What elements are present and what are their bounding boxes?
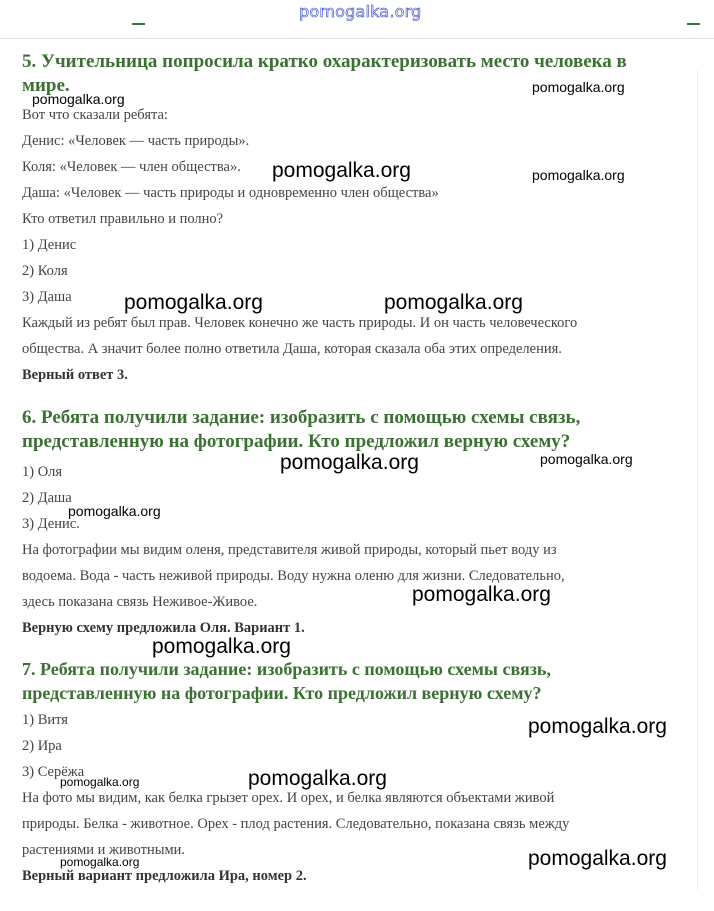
question-6-explanation-line-1: На фотографии мы видим оленя, представителя живой природы, который пьет воду из — [22, 542, 557, 558]
question-6-answer: Верную схему предложила Оля. Вариант 1. — [22, 620, 305, 636]
watermark: pomogalka.org — [280, 451, 419, 474]
watermark: pomogalka.org — [152, 635, 291, 658]
question-7-option-2: 2) Ира — [22, 738, 62, 754]
question-5-question: Кто ответил правильно и полно? — [22, 211, 224, 227]
watermark: pomogalka.org — [532, 79, 625, 95]
question-7-title-line-1: 7. Ребята получили задание: изобразить с помощью схемы связь, — [22, 659, 551, 679]
right-sidebar-edge — [697, 70, 714, 890]
question-7-option-3: 3) Серёжа — [22, 764, 85, 780]
header-right-divider — [687, 23, 700, 25]
watermark: pomogalka.org — [60, 775, 140, 789]
question-5-title-line-1: 5. Учительница попросила кратко охарактеризовать место человека в — [22, 51, 627, 72]
question-5-explanation-line-2: общества. А значит более полно ответила Даша, которая сказала оба этих определения. — [22, 341, 562, 357]
question-6-title — [22, 406, 580, 454]
watermark: pomogalka.org — [124, 291, 263, 314]
question-7-title-line-2: представленную на фотографии. Кто предложил верную схему? — [22, 683, 542, 703]
watermark: pomogalka.org — [248, 767, 387, 790]
question-6-option-1: 1) Оля — [22, 464, 63, 480]
watermark: pomogalka.org — [384, 291, 523, 314]
site-header — [0, 0, 714, 39]
question-5-quote-dasha: Даша: «Человек — часть природы и одновременно член общества» — [22, 185, 439, 201]
question-5-intro: Вот что сказали ребята: — [22, 107, 168, 123]
question-7-explanation-line-3: растениями и животными. — [22, 842, 186, 858]
watermark: pomogalka.org — [412, 583, 551, 606]
watermark: pomogalka.org — [532, 167, 625, 183]
question-7-option-1: 1) Витя — [22, 712, 68, 728]
question-5-option-1: 1) Денис — [22, 237, 77, 253]
question-6-title-line-2: представленную на фотографии. Кто предложил верную схему? — [22, 431, 571, 452]
question-5-option-2: 2) Коля — [22, 263, 68, 279]
question-6-title-line-1: 6. Ребята получили задание: изобразить с помощью схемы связь, — [22, 407, 581, 428]
question-5-explanation-line-1: Каждый из ребят был прав. Человек конечно же часть природы. И он часть человеческого — [22, 315, 578, 331]
watermark: pomogalka.org — [32, 91, 125, 107]
question-5-title-line-2: мире. — [22, 75, 70, 96]
watermark: pomogalka.org — [68, 503, 161, 519]
watermark: pomogalka.org — [540, 451, 633, 467]
question-6-explanation-line-3: здесь показана связь Неживое-Живое. — [22, 594, 258, 610]
question-5-option-3: 3) Даша — [22, 289, 72, 305]
question-7-answer: Верный вариант предложила Ира, номер 2. — [22, 868, 307, 884]
header-left-divider — [132, 23, 145, 25]
question-6-option-2: 2) Даша — [22, 490, 72, 506]
question-5-answer: Верный ответ 3. — [22, 367, 128, 383]
question-5-quote-kolya: Коля: «Человек — член общества». — [22, 159, 241, 175]
watermark: pomogalka.org — [272, 159, 411, 182]
watermark: pomogalka.org — [528, 715, 667, 738]
question-6-option-3: 3) Денис. — [22, 516, 80, 532]
site-logo[interactable]: pomogalka.org — [299, 2, 422, 21]
question-6-explanation-line-2: водоема. Вода - часть неживой природы. Воду нужна оленю для жизни. Следовательно, — [22, 568, 565, 584]
watermark: pomogalka.org — [528, 847, 667, 870]
question-7-explanation-line-1: На фото мы видим, как белка грызет орех. И орех, и белка являются объектами живой — [22, 790, 555, 806]
question-5-quote-denis: Денис: «Человек — часть природы». — [22, 133, 250, 149]
watermark: pomogalka.org — [60, 855, 140, 869]
question-7-title — [22, 657, 551, 705]
question-7-explanation-line-2: природы. Белка - животное. Орех - плод растения. Следовательно, показана связь между — [22, 816, 570, 832]
